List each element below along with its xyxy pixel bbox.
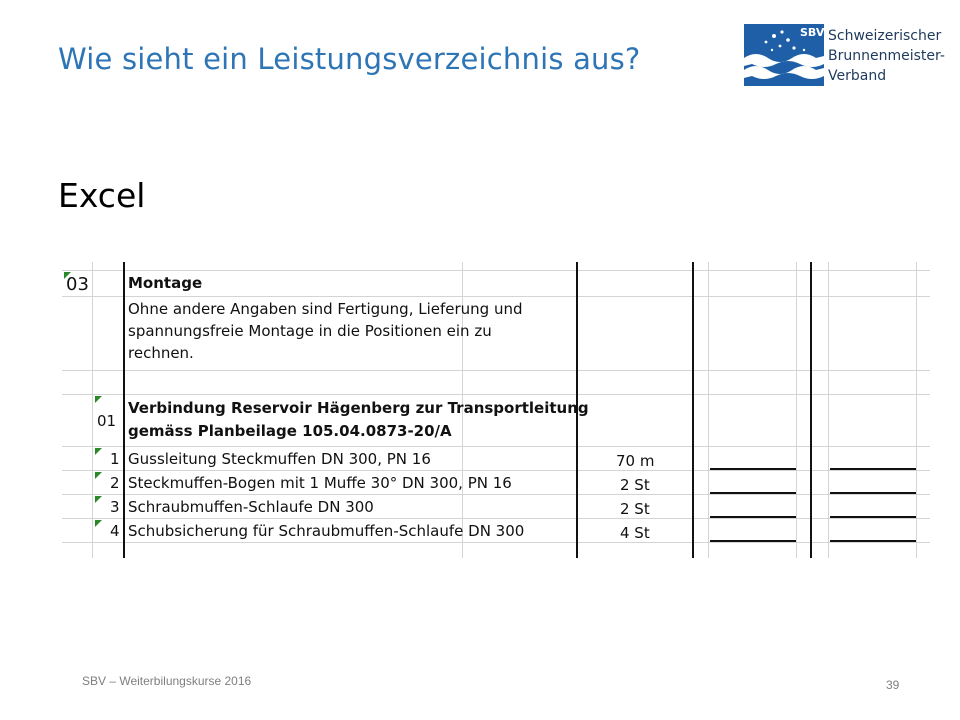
group-number: 01 bbox=[97, 412, 117, 430]
price-blank bbox=[710, 516, 796, 518]
item-text: Gussleitung Steckmuffen DN 300, PN 16 bbox=[128, 450, 431, 468]
cell-marker bbox=[95, 448, 102, 455]
item-number: 3 bbox=[110, 498, 120, 516]
item-quantity: 4 St bbox=[620, 524, 650, 542]
logo-line-3: Verband bbox=[828, 68, 887, 84]
total-blank bbox=[830, 468, 916, 470]
section-number: 03 bbox=[66, 274, 89, 295]
spreadsheet-excerpt bbox=[62, 262, 930, 558]
price-blank bbox=[710, 540, 796, 542]
sbv-logo-icon bbox=[744, 24, 824, 86]
item-quantity: 2 St bbox=[620, 500, 650, 518]
cell-marker bbox=[95, 520, 102, 527]
price-blank bbox=[710, 468, 796, 470]
slide-title: Wie sieht ein Leistungsverzeichnis aus? bbox=[58, 42, 641, 76]
section-desc-line-1: Ohne andere Angaben sind Fertigung, Lieferung und bbox=[128, 300, 523, 318]
sbv-logo bbox=[744, 24, 944, 86]
group-title-line-1: Verbindung Reservoir Hägenberg zur Transportleitung bbox=[128, 399, 589, 417]
item-text: Steckmuffen-Bogen mit 1 Muffe 30° DN 300, PN 16 bbox=[128, 474, 512, 492]
slide-subtitle: Excel bbox=[58, 176, 146, 215]
item-text: Schubsicherung für Schraubmuffen-Schlaufe DN 300 bbox=[128, 522, 525, 540]
price-blank bbox=[710, 492, 796, 494]
cell-marker bbox=[95, 396, 102, 403]
item-number: 4 bbox=[110, 522, 120, 540]
cell-marker bbox=[95, 472, 102, 479]
total-blank bbox=[830, 516, 916, 518]
item-quantity: 2 St bbox=[620, 476, 650, 494]
logo-line-2: Brunnenmeister- bbox=[828, 48, 945, 64]
section-desc-line-2: spannungsfreie Montage in die Positionen ein zu bbox=[128, 322, 492, 340]
item-text: Schraubmuffen-Schlaufe DN 300 bbox=[128, 498, 374, 516]
footer-text: SBV – Weiterbilungskurse 2016 bbox=[82, 674, 252, 688]
total-blank bbox=[830, 540, 916, 542]
page-number: 39 bbox=[886, 678, 900, 692]
logo-abbr: SBV bbox=[800, 26, 824, 39]
section-title: Montage bbox=[128, 274, 203, 292]
item-quantity: 70 m bbox=[616, 452, 655, 470]
section-desc-line-3: rechnen. bbox=[128, 344, 194, 362]
item-number: 1 bbox=[110, 450, 120, 468]
logo-text bbox=[828, 26, 945, 86]
group-title-line-2: gemäss Planbeilage 105.04.0873-20/A bbox=[128, 422, 452, 440]
item-number: 2 bbox=[110, 474, 120, 492]
cell-marker bbox=[95, 496, 102, 503]
total-blank bbox=[830, 492, 916, 494]
logo-line-1: Schweizerischer bbox=[828, 28, 942, 44]
